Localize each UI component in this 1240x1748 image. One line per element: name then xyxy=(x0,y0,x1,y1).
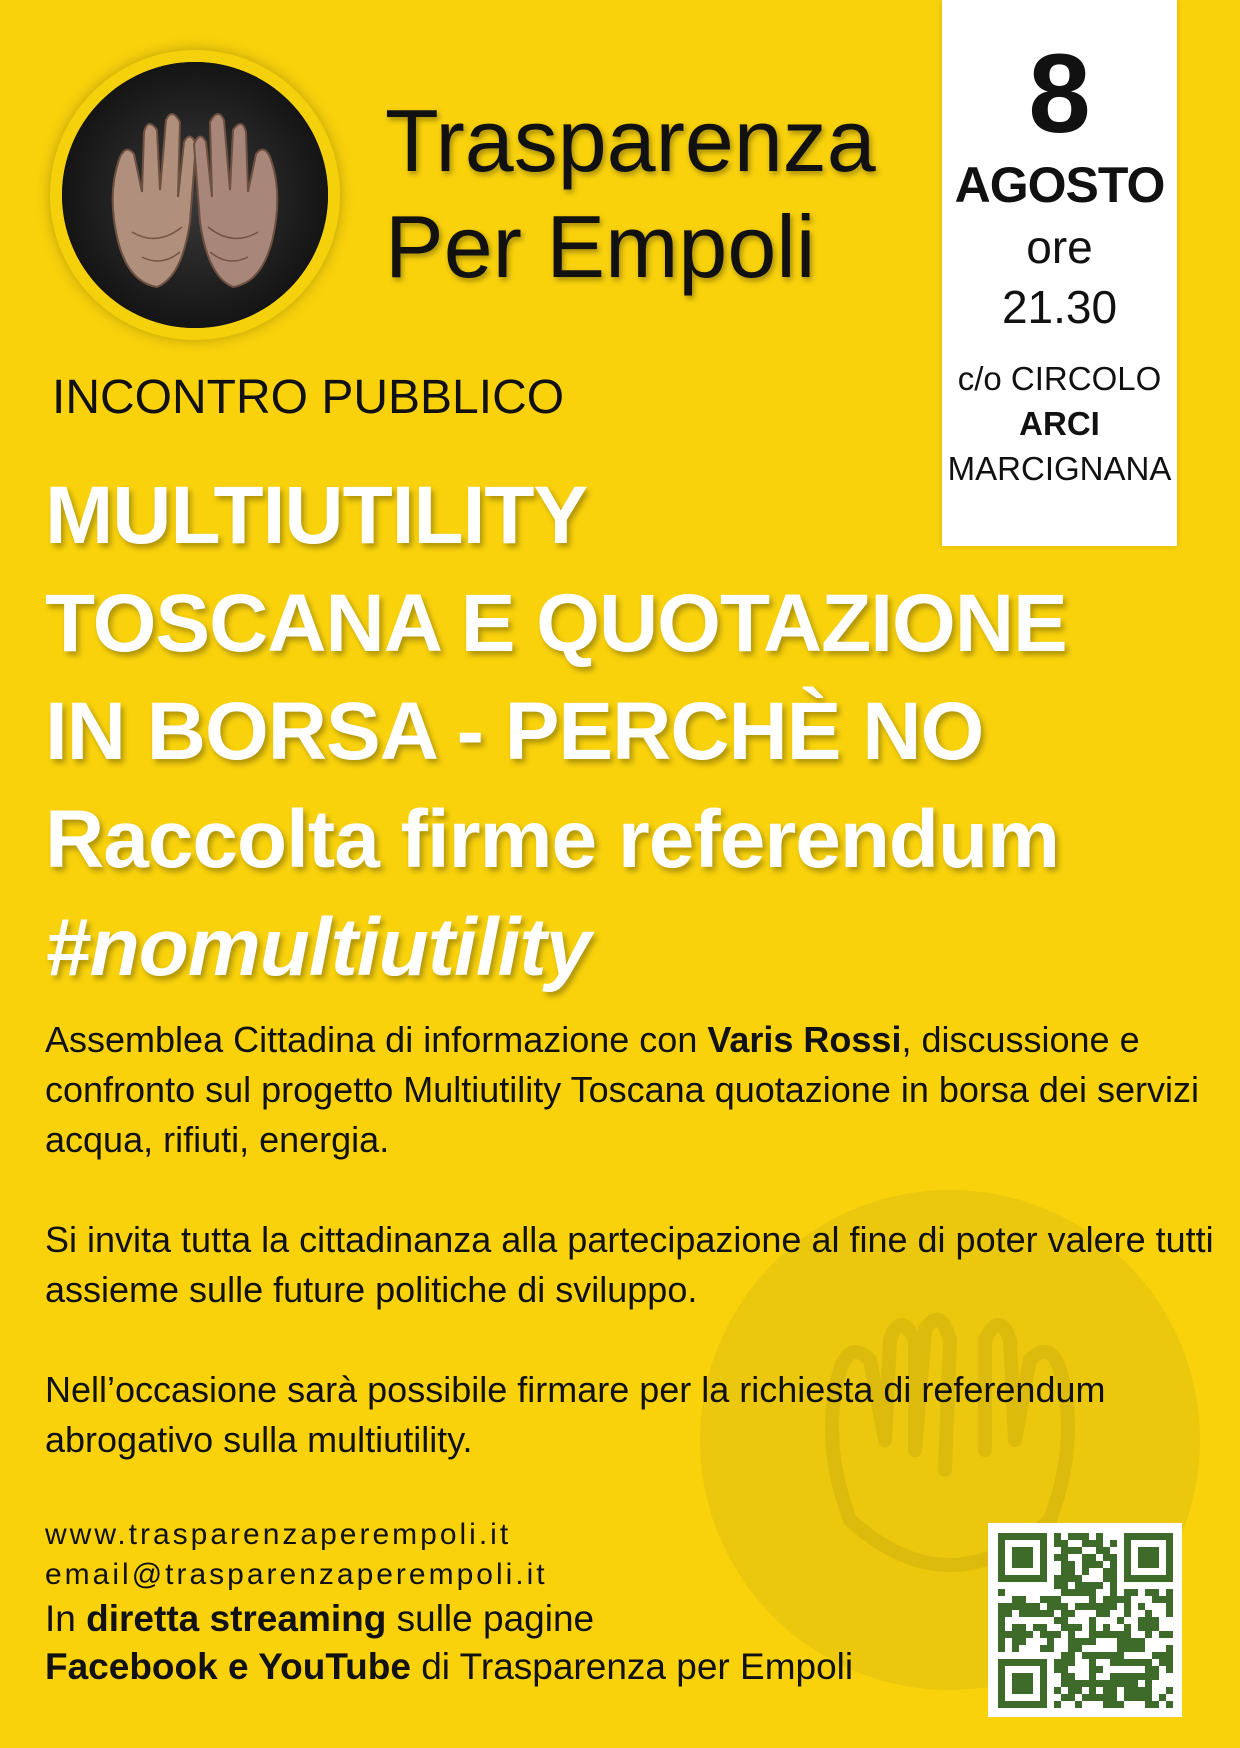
description-p1-after: , discussione e confronto sul progetto Multiutility Toscana quotazione in borsa dei servizi acqua, rifiuti, energia. xyxy=(45,1019,1199,1160)
headline-line4: Raccolta firme referendum xyxy=(45,794,1060,885)
description-paragraph-3: Nell’occasione sarà possibile firmare per la richiesta di referendum abrogativo sulla multiutility. xyxy=(45,1369,1106,1460)
speaker-name: Varis Rossi xyxy=(707,1019,902,1060)
streaming-info xyxy=(45,1595,945,1643)
event-venue-line1: c/o CIRCOLO xyxy=(957,360,1162,397)
headline-line1: MULTIUTILITY xyxy=(45,470,588,561)
headline-hashtag: #nomultiutility xyxy=(45,902,591,993)
platforms-rest: di Trasparenza per Empoli xyxy=(410,1646,854,1687)
description-p1-before: Assemblea Cittadina di informazione con xyxy=(45,1019,708,1060)
event-day: 8 xyxy=(1028,31,1091,156)
streaming-rest: sulle pagine xyxy=(386,1598,595,1639)
email-link[interactable]: email@trasparenzaperempoli.it xyxy=(45,1558,548,1591)
event-time: 21.30 xyxy=(1001,281,1118,333)
event-time-label: ore xyxy=(1026,221,1093,273)
meeting-type-label: INCONTRO PUBBLICO xyxy=(52,371,565,424)
event-month: AGOSTO xyxy=(954,157,1165,213)
organization-name-line2: Per Empoli xyxy=(385,197,816,296)
event-venue-line3: MARCIGNANA xyxy=(947,450,1172,487)
platforms-bold: Facebook e YouTube xyxy=(45,1646,411,1687)
headline xyxy=(45,462,1235,1002)
headline-line3: IN BORSA - PERCHÈ NO xyxy=(45,686,984,777)
streaming-bold: diretta streaming xyxy=(86,1598,387,1639)
cupped-hands-water-icon xyxy=(62,62,328,328)
event-venue-line2: ARCI xyxy=(1019,405,1100,442)
logo xyxy=(50,50,340,340)
headline-line2: TOSCANA E QUOTAZIONE xyxy=(45,578,1067,669)
website-link[interactable]: www.trasparenzaperempoli.it xyxy=(45,1518,512,1551)
description-paragraph-2: Si invita tutta la cittadinanza alla partecipazione al fine di poter valere tutti assieme sulle future politiche di sviluppo. xyxy=(45,1219,1214,1310)
contacts xyxy=(45,1515,945,1691)
streaming-platforms xyxy=(45,1643,945,1691)
organization-name xyxy=(385,88,905,300)
streaming-in: In xyxy=(45,1598,87,1639)
event-description xyxy=(45,1015,1215,1515)
qr-code-icon[interactable] xyxy=(988,1523,1182,1717)
description-paragraph-1 xyxy=(45,1015,1215,1165)
organization-name-line1: Trasparenza xyxy=(385,91,876,190)
